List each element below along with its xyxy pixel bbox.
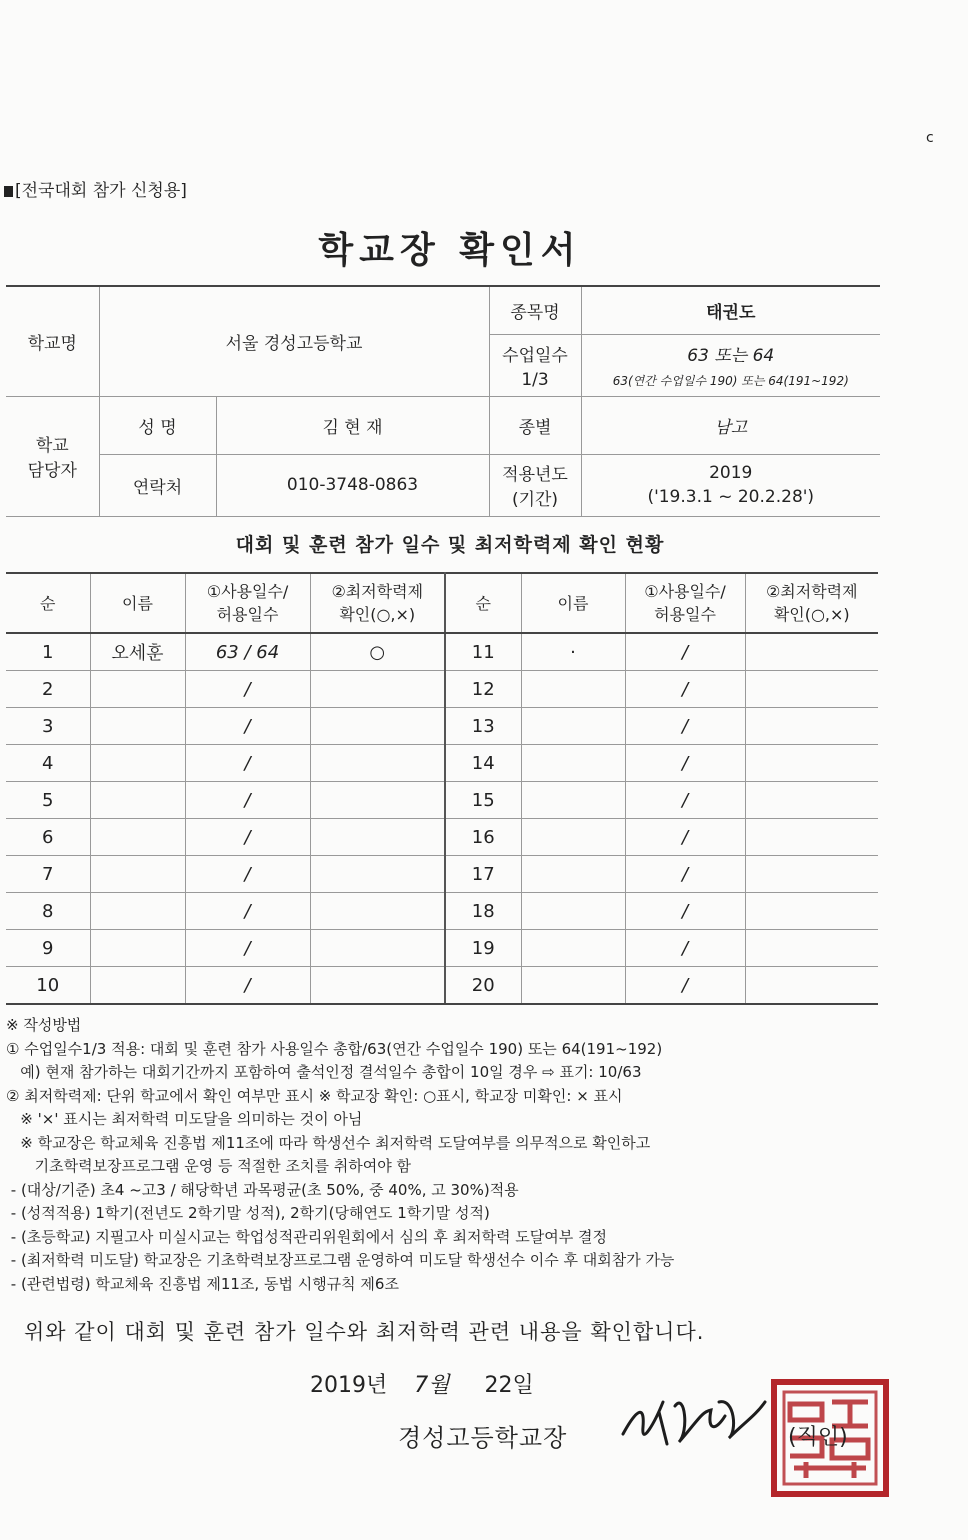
- row-name: [90, 782, 185, 819]
- row-days: /: [625, 745, 745, 782]
- row-days: /: [185, 819, 310, 856]
- instruction-line: - (관련법령) 학교체육 진흥법 제11조, 동법 시행규칙 제6조: [6, 1274, 399, 1293]
- confirmation-statement: 위와 같이 대회 및 훈련 참가 일수와 최저학력 관련 내용을 확인합니다.: [24, 1320, 705, 1344]
- row-days: /: [625, 633, 745, 671]
- row-name: [521, 671, 625, 708]
- instruction-line: - (최저학력 미도달) 학교장은 기초학력보장프로그램 운영하여 미도달 학생선수 이수 후 대회참가 가능: [6, 1251, 675, 1269]
- row-days: /: [185, 745, 310, 782]
- row-name: [521, 782, 625, 819]
- table-row: [6, 633, 878, 671]
- row-days: /: [185, 893, 310, 930]
- row-no: 3: [6, 708, 90, 745]
- contact-group-label: 학교 담당자: [6, 396, 99, 516]
- row-name: [90, 819, 185, 856]
- row-days: /: [625, 708, 745, 745]
- row-no: 8: [6, 893, 90, 930]
- row-check: [745, 782, 878, 819]
- instruction-line: - (초등학교) 지필고사 미실시교는 학업성적관리위원회에서 심의 후 최저학력 도달여부 결정: [6, 1227, 607, 1246]
- row-no: 11: [445, 633, 521, 671]
- row-check: [310, 671, 445, 708]
- row-no: 16: [445, 819, 521, 856]
- event-label: 종목명: [489, 286, 581, 334]
- col-days: ①사용일수/ 허용일수: [185, 573, 310, 633]
- instruction-line: 기초학력보장프로그램 운영 등 적절한 조치를 취하여야 함: [6, 1157, 411, 1175]
- row-check: [745, 671, 878, 708]
- row-no: 18: [445, 893, 521, 930]
- row-days: 63 / 64: [185, 633, 310, 671]
- row-no: 12: [445, 671, 521, 708]
- row-days: /: [185, 967, 310, 1005]
- row-check: [745, 893, 878, 930]
- row-days: /: [625, 819, 745, 856]
- row-days: /: [185, 856, 310, 893]
- document-title: 학교장 확인서: [318, 230, 582, 271]
- form-type-label: [전국대회 참가 신청용]: [4, 176, 187, 201]
- row-name: [90, 930, 185, 967]
- row-name: [90, 671, 185, 708]
- row-name: [90, 967, 185, 1005]
- row-days: /: [625, 782, 745, 819]
- row-name: [90, 708, 185, 745]
- col-days: ①사용일수/ 허용일수: [625, 573, 745, 633]
- row-no: 6: [6, 819, 90, 856]
- phone-label: 연락처: [99, 454, 216, 516]
- person-label: 성 명: [99, 396, 216, 454]
- table-row: [6, 856, 878, 893]
- col-name: 이름: [90, 573, 185, 633]
- instructions: [6, 1014, 896, 1296]
- col-check: ②최저학력제 확인(○,×): [745, 573, 878, 633]
- row-check: [310, 856, 445, 893]
- instruction-line: - (성적적용) 1학기(전년도 2학기말 성적), 2학기(당해연도 1학기말 성적): [6, 1204, 490, 1222]
- row-days: /: [625, 856, 745, 893]
- row-no: 2: [6, 671, 90, 708]
- row-days: /: [185, 930, 310, 967]
- row-check: [745, 930, 878, 967]
- school-info-table: [6, 285, 880, 517]
- row-check: [310, 745, 445, 782]
- col-name: 이름: [521, 573, 625, 633]
- table-row: [6, 819, 878, 856]
- row-check: [310, 819, 445, 856]
- table-row: [6, 671, 878, 708]
- row-check: [310, 967, 445, 1005]
- row-days: /: [625, 671, 745, 708]
- phone-value: 010-3748-0863: [216, 454, 489, 516]
- signature: [615, 1372, 775, 1462]
- row-days: /: [185, 671, 310, 708]
- table-row: [6, 782, 878, 819]
- row-check: [310, 930, 445, 967]
- instruction-line: ① 수업일수1/3 적용: 대회 및 훈련 참가 사용일수 총합/63(연간 수업일수 190) 또는 64(191~192): [6, 1039, 663, 1058]
- table-row: [6, 893, 878, 930]
- instruction-line: 예) 현재 참가하는 대회기간까지 포함하여 출석인정 결석일수 총합이 10일 경우 ⇨ 표기: 10/63: [6, 1063, 642, 1081]
- row-no: 20: [445, 967, 521, 1005]
- category-value: 남고: [581, 396, 880, 454]
- table-row: [6, 708, 878, 745]
- event-value: 태권도: [581, 286, 880, 334]
- table-row: [6, 967, 878, 1005]
- row-check: [745, 819, 878, 856]
- school-name-label: 학교명: [6, 286, 99, 396]
- instruction-line: ※ 작성방법: [6, 1016, 82, 1034]
- row-no: 13: [445, 708, 521, 745]
- principal-title: 경성고등학교장: [398, 1424, 568, 1452]
- row-no: 15: [445, 782, 521, 819]
- table-row: [6, 745, 878, 782]
- row-no: 1: [6, 633, 90, 671]
- row-no: 17: [445, 856, 521, 893]
- row-name: [521, 856, 625, 893]
- seal-label: (직인): [788, 1425, 848, 1450]
- instruction-line: ※ '×' 표시는 최저학력 미도달을 의미하는 것이 아님: [6, 1110, 363, 1128]
- row-days: /: [625, 967, 745, 1005]
- row-no: 4: [6, 745, 90, 782]
- row-name: [90, 856, 185, 893]
- class-days-label: 수업일수 1/3: [489, 334, 581, 396]
- section-title: 대회 및 훈련 참가 일수 및 최저학력제 확인 현황: [235, 534, 665, 556]
- row-name: 오세훈: [90, 633, 185, 671]
- row-no: 9: [6, 930, 90, 967]
- row-name: [521, 745, 625, 782]
- row-no: 14: [445, 745, 521, 782]
- col-check: ②최저학력제 확인(○,×): [310, 573, 445, 633]
- square-bullet-icon: [4, 186, 13, 197]
- person-name: 김 현 재: [216, 396, 489, 454]
- corner-mark: c: [926, 130, 934, 146]
- row-days: /: [625, 930, 745, 967]
- year-value: 2019 ('19.3.1 ~ 20.2.28'): [581, 454, 880, 516]
- row-check: [310, 893, 445, 930]
- school-name: 서울 경성고등학교: [99, 286, 489, 396]
- row-name: ·: [521, 633, 625, 671]
- row-check: [745, 633, 878, 671]
- row-name: [521, 967, 625, 1005]
- row-check: [745, 856, 878, 893]
- row-check: [745, 708, 878, 745]
- instruction-line: - (대상/기준) 초4 ~고3 / 해당학년 과목평균(초 50%, 중 40%, 고 30%)적용: [6, 1180, 519, 1199]
- year-label: 적용년도 (기간): [489, 454, 581, 516]
- row-check: [310, 782, 445, 819]
- row-name: [90, 893, 185, 930]
- col-no: 순: [6, 573, 90, 633]
- row-name: [521, 893, 625, 930]
- issue-date: 2019년 7월 22일: [310, 1373, 534, 1398]
- class-days-value: 63 또는 64 63(연간 수업일수 190) 또는 64(191~192): [581, 334, 880, 396]
- row-name: [521, 819, 625, 856]
- row-no: 7: [6, 856, 90, 893]
- row-no: 19: [445, 930, 521, 967]
- participants-table: [6, 572, 878, 1005]
- instruction-line: ② 최저학력제: 단위 학교에서 확인 여부만 표시 ※ 학교장 확인: ○표시, 학교장 미확인: × 표시: [6, 1086, 623, 1105]
- row-days: /: [625, 893, 745, 930]
- row-name: [521, 708, 625, 745]
- row-check: [310, 708, 445, 745]
- row-days: /: [185, 782, 310, 819]
- col-no: 순: [445, 573, 521, 633]
- row-check: [745, 967, 878, 1005]
- row-check: ○: [310, 633, 445, 671]
- instruction-line: ※ 학교장은 학교체육 진흥법 제11조에 따라 학생선수 최저학력 도달여부를 의무적으로 확인하고: [6, 1133, 651, 1152]
- row-check: [745, 745, 878, 782]
- row-no: 10: [6, 967, 90, 1005]
- row-days: /: [185, 708, 310, 745]
- row-name: [521, 930, 625, 967]
- category-label: 종별: [489, 396, 581, 454]
- row-name: [90, 745, 185, 782]
- table-row: [6, 930, 878, 967]
- row-no: 5: [6, 782, 90, 819]
